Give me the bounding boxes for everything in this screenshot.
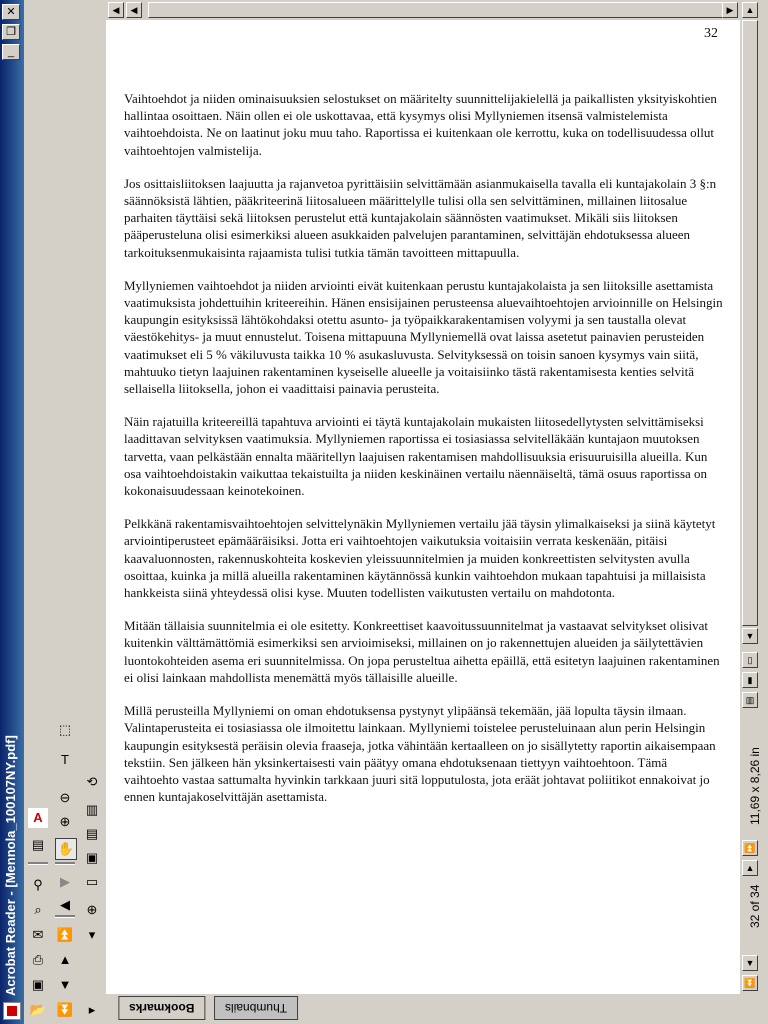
pdf-page	[108, 20, 738, 990]
scroll-up-icon[interactable]: ▲	[742, 2, 758, 18]
view-toolbar	[78, 0, 106, 1024]
next-page-icon[interactable]: ▼	[58, 977, 72, 992]
scroll-down-icon[interactable]: ▼	[742, 628, 758, 644]
last-page-nav-icon[interactable]: ⏬	[742, 975, 758, 991]
page-number: 32	[704, 26, 718, 41]
actual-size-icon[interactable]: ▭	[85, 874, 99, 889]
next-page-nav-icon[interactable]: ▼	[742, 955, 758, 971]
minimize-icon[interactable]: _	[2, 44, 20, 60]
hand-tool-icon[interactable]: ✋	[55, 838, 77, 860]
paragraph: Vaihtoehdot ja niiden ominaisuuksien selostukset on määritelty suunnittelijakielellä ja paikallisten yksityiskohtien hallintaa osoittaen. Näin ollen ei ole uskottavaa, että kysymys olisi Myllyniemen itsensä valmistelemista vaihtoehdoista. Ne on laatinut joku muu taho. Raportissa ei kuitenkaan ole kerrottu, kuka on todellisuudessa ollut vaihtoehtojen valmistelija.	[124, 91, 717, 158]
window-title: Acrobat Reader - [Mennola_100107NY.pdf]	[3, 735, 18, 996]
adobe-icon[interactable]: A	[28, 808, 48, 828]
page-size: 11,69 x 8,26 in	[748, 747, 762, 825]
paragraph: Myllyniemen vaihtoehdot ja niiden arviointi eivät kuitenkaan perustu kuntajakolaista ja sen liitoksille asettamista vaatimuksista johdettuihin kriteereihin. Hänen ensisijainen perusteensa aluevaihtoehtojen arvioinnille on Helsingin kaupungin esityksissä lähtökohdaksi otettu asunto- ja työpaikkarakentamisen volyymi ja sen taustalla olevat väestökehitys- ja muut ennustelut. Toisena mittapuuna Myllyniemellä ovat laissa asetetut painavien perusteiden vaatimukset eli 5 % väkiluvusta taikka 10 % asukasluvusta. Selvityksessä on toisin sanoen kysymys vain siitä, mahtuuko tietyn laajuinen rakentaminen kyseiselle alueelle ja voitaisiinko tästä rakentamisesta kenties selvitä sellaisella liitoksella, johon ei vaadittaisi painavia perusteita.	[124, 277, 723, 397]
fit-width-icon[interactable]: ▣	[85, 850, 99, 865]
close-icon[interactable]: ✕	[2, 4, 20, 20]
open-icon[interactable]: 📂	[29, 1002, 47, 1017]
search-icon[interactable]: ⌕	[34, 902, 42, 917]
toolbar-separator	[55, 862, 75, 865]
go-forward-icon[interactable]: ▶	[60, 874, 70, 889]
scroll-left-icon[interactable]: ◀	[108, 2, 124, 18]
paragraph: Mitään tällaisia suunnitelmia ei ole esitetty. Konkreettiset kaavoitussuunnitelmat ja vastaavat selvitykset olisivat kuitenkin välttämättömiä esimerkiksi sen arvioimiseksi, millainen on jo rakennettujen alueiden ja säilytettävien luontokohteiden asema eri suunnitelmissa. On jopa perusteltua aihetta epäillä, että esitetyn laajuinen rakentaminen ei olisi lainkaan mahdollista menemättä myös tällaisille alueille.	[124, 618, 720, 685]
rotate-icon[interactable]: ⟲	[86, 774, 98, 789]
scroll-left-icon[interactable]: ◀	[126, 2, 142, 18]
toolbar-separator	[55, 915, 75, 918]
toolbar-separator	[28, 862, 48, 865]
page-indicator[interactable]: 32 of 34	[748, 884, 762, 928]
page-body	[124, 90, 724, 821]
horizontal-scroll-thumb[interactable]	[148, 2, 724, 18]
file-toolbar	[24, 0, 52, 1024]
zoom-dropdown-icon[interactable]: ▾	[88, 927, 96, 942]
window-title-bar	[0, 0, 24, 1024]
zoom-menu-icon[interactable]: ▸	[88, 1002, 96, 1017]
binoculars-icon[interactable]: ⚲	[33, 877, 43, 892]
continuous-icon[interactable]: ▮	[742, 672, 758, 688]
first-page-nav-icon[interactable]: ⏫	[742, 840, 758, 856]
horizontal-scrollbar[interactable]	[106, 0, 740, 20]
zoom-in-icon[interactable]: ⊕	[59, 814, 71, 829]
fit-visible-icon[interactable]: ▤	[85, 826, 99, 841]
acrobat-app-icon[interactable]	[3, 1002, 21, 1020]
previous-page-icon[interactable]: ▲	[58, 952, 72, 967]
zoom-out-icon[interactable]: ⊖	[59, 790, 71, 805]
last-page-icon[interactable]: ⏬	[56, 1002, 74, 1017]
scroll-right-icon[interactable]: ▶	[722, 2, 738, 18]
graphics-select-icon[interactable]: ⬚	[58, 722, 72, 737]
single-page-icon[interactable]: ▯	[742, 652, 758, 668]
vertical-scroll-thumb[interactable]	[742, 20, 758, 626]
zoom-plus-icon[interactable]: ⊕	[86, 902, 98, 917]
tab-thumbnails[interactable]: Thumbnails	[214, 996, 298, 1020]
paragraph: Näin rajatuilla kriteereillä tapahtuva arviointi ei täytä kuntajakolain mukaisten liitosedellytysten selvittämiseksi laadittavan selvityksen vaatimuksia. Myllyniemen raportissa ei tosiasiassa selvitelläkään kuntajaon muutoksen tarvetta, vaan pelkästään ennalta määritellyn laajuisen rakentamisen mahdollisuuksia erisuuruisilla alueilla. Kun osa vaihtoehdoistakin vaikuttaa tekaistuilta ja niiden keskinäinen vertailu näennäiseltä, tämä osuus raportissa on kokonaisuudessaan keinotekoinen.	[124, 414, 708, 499]
email-icon[interactable]: ✉	[32, 927, 44, 942]
go-back-icon[interactable]: ◀	[60, 897, 70, 912]
reflow-icon[interactable]: ▥	[85, 802, 99, 817]
prev-page-nav-icon[interactable]: ▲	[742, 860, 758, 876]
text-select-icon[interactable]: T	[61, 752, 69, 767]
paragraph: Millä perusteilla Myllyniemi on oman ehdotuksensa pystynyt ylipäänsä tekemään, jää lopulta täysin ilmaan. Valintaperusteita ei tosiasiassa ole ilmoitettu lainkaan. Myllyniemi toistelee perusteluinaan alun perin Helsingin kaupungin esityksestä peräisin olevia fraaseja, jotka vähintään kertaalleen on jo sisällytetty raportin aikaisempaan tekstiin. Sen jälkeen hän yksinkertaisesti vain päätyy omana ehdotuksenaan tiettyyn vaihtoehtoon. Tämä vaihtoehto vastaa sattumalta hyvinkin tarkkaan juuri sitä lopputulosta, jota eräät johtavat poliitikot ennakoivat jo ennen kuntajakoselvittäjän asettamista.	[124, 703, 716, 805]
paragraph: Pelkkänä rakentamisvaihtoehtojen selvittelynäkin Myllyniemen vertailu jää täysin ylimalkaiseksi ja siinä käytetyt arviointiperusteet epämääräisiksi. Jotta eri vaihtoehtojen vaikutuksia voitaisiin verrata keskenään, pitäisi kaavaluonnosten, rakennuskohteita koskevien yleissuunnitelmien ja muiden konkreettisten selvitysten avulla osoittaa, kuinka ja millä alueilla rakentaminen käytännössä kunkin vaihtoehdon mukaan tapahtuisi ja millaisista hankkeista siinä yhteydessä olisi kyse. Muuten todellisten vaikutusten vertailu on mahdotonta.	[124, 516, 716, 601]
navigation-toolbar	[52, 0, 78, 1024]
tab-bookmarks[interactable]: Bookmarks	[118, 996, 205, 1020]
fit-page-icon[interactable]: ▤	[31, 837, 45, 852]
save-icon[interactable]: ▣	[31, 977, 45, 992]
first-page-icon[interactable]: ⏫	[56, 927, 74, 942]
paragraph: Jos osittaisliitoksen laajuutta ja rajanvetoa pyrittäisiin selvittämään asianmukaisella tavalla eli kuntajakolain 3 §:n säännöksistä lähtien, pääkriteerinä liitosalueen määrittelylle tulisi olla sen selvittäminen, millainen liitosalue parhaiten täyttäisi sekä liitoksen perustelut että kuntajakolain säännösten vaatimukset. Mikäli siis liitoksen pääperusteluna olisi esimerkiksi alueen asukkaiden palvelujen parantaminen, selvittäjän ehdotuksessa alueen tarkoituksenmukaisinta rajaamista tulisi tutkia tämän tavoitteen mittapuulla.	[124, 175, 717, 260]
print-icon[interactable]: ⎙	[32, 952, 44, 967]
facing-icon[interactable]: ▥	[742, 692, 758, 708]
restore-icon[interactable]: ❐	[2, 24, 20, 40]
navigation-tabs	[106, 994, 740, 1024]
